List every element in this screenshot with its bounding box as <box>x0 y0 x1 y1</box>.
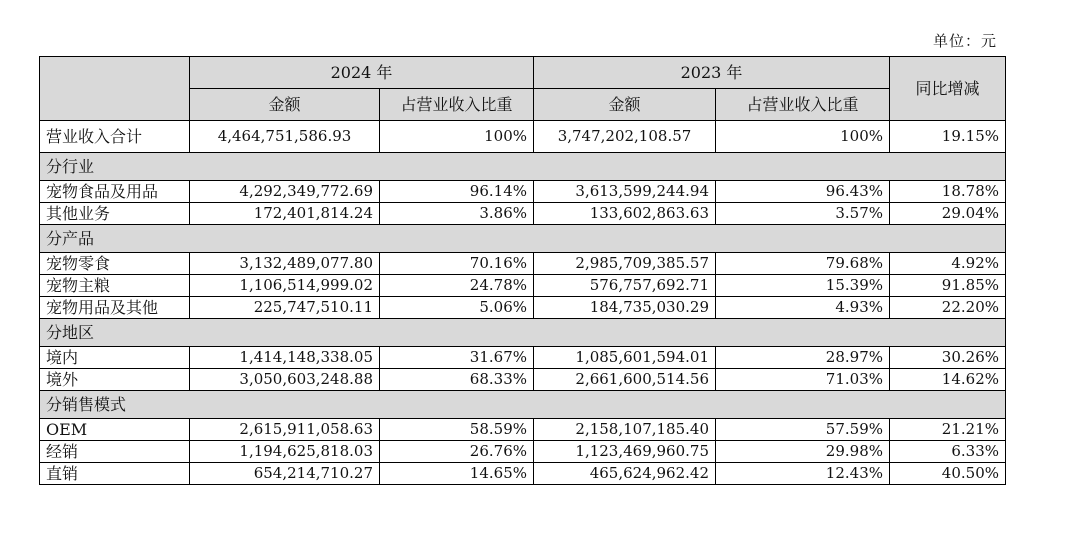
header-amount-2024: 金额 <box>190 89 380 121</box>
amount-2024: 1,194,625,818.03 <box>190 441 380 463</box>
ratio-2024: 3.86% <box>380 203 534 225</box>
row-label: OEM <box>40 419 190 441</box>
yoy-change: 6.33% <box>890 441 1006 463</box>
table-row <box>40 297 1006 319</box>
section-header-row <box>40 391 1006 419</box>
amount-2024: 1,106,514,999.02 <box>190 275 380 297</box>
section-header-row <box>40 225 1006 253</box>
header-ratio-2023: 占营业收入比重 <box>716 89 890 121</box>
yoy-change: 14.62% <box>890 369 1006 391</box>
yoy-change: 29.04% <box>890 203 1006 225</box>
yoy-change: 19.15% <box>890 121 1006 153</box>
table-row <box>40 275 1006 297</box>
table-header <box>40 57 1006 121</box>
amount-2024: 1,414,148,338.05 <box>190 347 380 369</box>
section-title: 分销售模式 <box>40 391 1006 419</box>
table-row <box>40 181 1006 203</box>
amount-2023: 2,661,600,514.56 <box>534 369 716 391</box>
amount-2024: 2,615,911,058.63 <box>190 419 380 441</box>
amount-2023: 3,613,599,244.94 <box>534 181 716 203</box>
ratio-2024: 68.33% <box>380 369 534 391</box>
row-label: 营业收入合计 <box>40 121 190 153</box>
table-row <box>40 369 1006 391</box>
ratio-2024: 5.06% <box>380 297 534 319</box>
amount-2024: 4,292,349,772.69 <box>190 181 380 203</box>
ratio-2023: 71.03% <box>716 369 890 391</box>
amount-2023: 2,158,107,185.40 <box>534 419 716 441</box>
ratio-2024: 26.76% <box>380 441 534 463</box>
ratio-2023: 29.98% <box>716 441 890 463</box>
header-yoy: 同比增减 <box>890 57 1006 121</box>
amount-2023: 465,624,962.42 <box>534 463 716 485</box>
table-row <box>40 419 1006 441</box>
ratio-2023: 28.97% <box>716 347 890 369</box>
ratio-2023: 79.68% <box>716 253 890 275</box>
row-label: 宠物食品及用品 <box>40 181 190 203</box>
ratio-2024: 96.14% <box>380 181 534 203</box>
amount-2024: 4,464,751,586.93 <box>190 121 380 153</box>
section-title: 分产品 <box>40 225 1006 253</box>
amount-2023: 1,123,469,960.75 <box>534 441 716 463</box>
header-year-2023: 2023 年 <box>534 57 890 89</box>
yoy-change: 21.21% <box>890 419 1006 441</box>
table-body <box>40 121 1006 485</box>
ratio-2024: 24.78% <box>380 275 534 297</box>
ratio-2023: 3.57% <box>716 203 890 225</box>
section-header-row <box>40 319 1006 347</box>
ratio-2023: 4.93% <box>716 297 890 319</box>
amount-2023: 1,085,601,594.01 <box>534 347 716 369</box>
amount-2023: 2,985,709,385.57 <box>534 253 716 275</box>
yoy-change: 22.20% <box>890 297 1006 319</box>
yoy-change: 40.50% <box>890 463 1006 485</box>
table-row <box>40 463 1006 485</box>
unit-label: 单位：元 <box>932 32 997 50</box>
amount-2023: 133,602,863.63 <box>534 203 716 225</box>
header-ratio-2024: 占营业收入比重 <box>380 89 534 121</box>
ratio-2023: 57.59% <box>716 419 890 441</box>
ratio-2023: 100% <box>716 121 890 153</box>
amount-2023: 3,747,202,108.57 <box>534 121 716 153</box>
section-header-row <box>40 153 1006 181</box>
row-label: 境内 <box>40 347 190 369</box>
table-row <box>40 441 1006 463</box>
row-label: 宠物零食 <box>40 253 190 275</box>
row-label: 宠物用品及其他 <box>40 297 190 319</box>
header-blank-cell <box>40 57 190 121</box>
table-row <box>40 203 1006 225</box>
yoy-change: 91.85% <box>890 275 1006 297</box>
ratio-2023: 12.43% <box>716 463 890 485</box>
amount-2024: 3,050,603,248.88 <box>190 369 380 391</box>
yoy-change: 18.78% <box>890 181 1006 203</box>
amount-2024: 172,401,814.24 <box>190 203 380 225</box>
ratio-2023: 15.39% <box>716 275 890 297</box>
row-label: 宠物主粮 <box>40 275 190 297</box>
ratio-2023: 96.43% <box>716 181 890 203</box>
yoy-change: 30.26% <box>890 347 1006 369</box>
section-title: 分地区 <box>40 319 1006 347</box>
row-label: 其他业务 <box>40 203 190 225</box>
header-amount-2023: 金额 <box>534 89 716 121</box>
revenue-table <box>39 56 1006 485</box>
ratio-2024: 70.16% <box>380 253 534 275</box>
header-year-2024: 2024 年 <box>190 57 534 89</box>
amount-2023: 184,735,030.29 <box>534 297 716 319</box>
row-label: 境外 <box>40 369 190 391</box>
yoy-change: 4.92% <box>890 253 1006 275</box>
table-row <box>40 347 1006 369</box>
ratio-2024: 100% <box>380 121 534 153</box>
amount-2024: 654,214,710.27 <box>190 463 380 485</box>
ratio-2024: 31.67% <box>380 347 534 369</box>
amount-2024: 3,132,489,077.80 <box>190 253 380 275</box>
row-label: 直销 <box>40 463 190 485</box>
ratio-2024: 58.59% <box>380 419 534 441</box>
amount-2023: 576,757,692.71 <box>534 275 716 297</box>
amount-2024: 225,747,510.11 <box>190 297 380 319</box>
ratio-2024: 14.65% <box>380 463 534 485</box>
table-row <box>40 253 1006 275</box>
section-title: 分行业 <box>40 153 1006 181</box>
total-row <box>40 121 1006 153</box>
row-label: 经销 <box>40 441 190 463</box>
